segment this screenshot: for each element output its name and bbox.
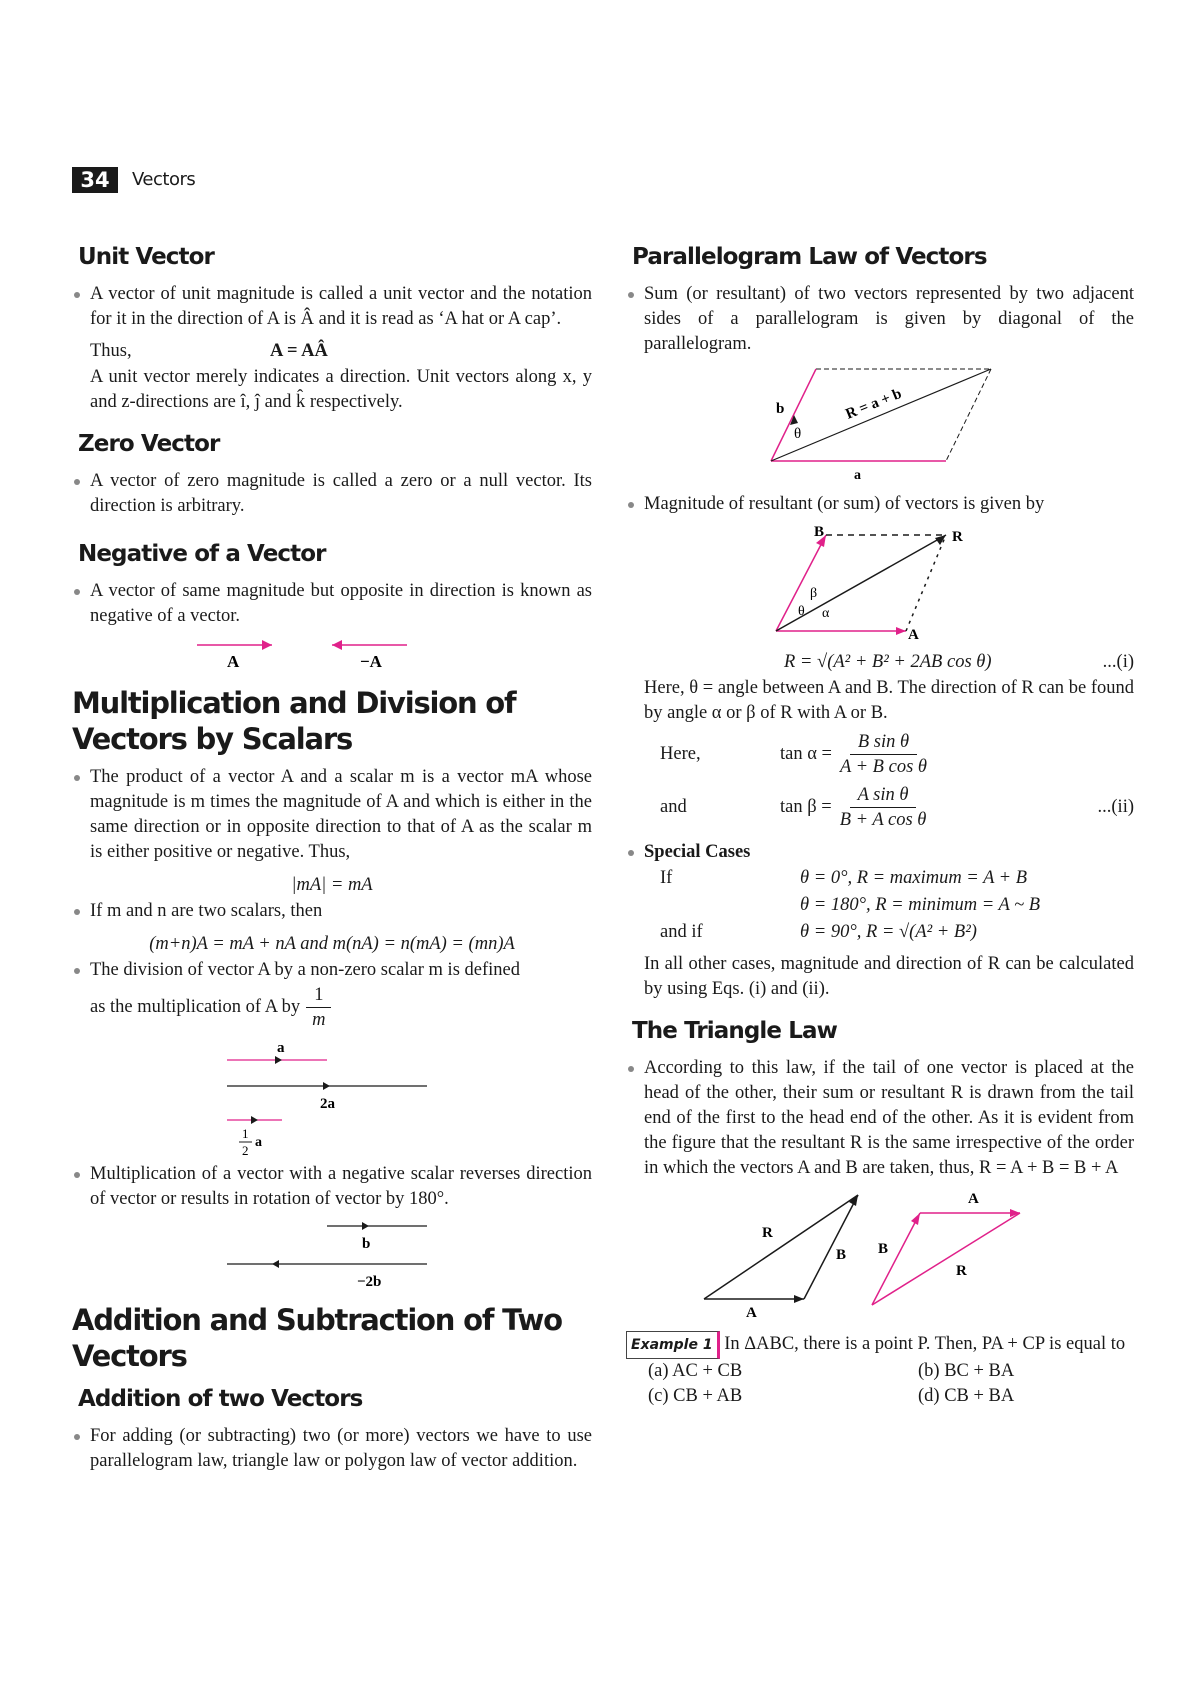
frac-num: 1 (306, 983, 331, 1008)
left-column (72, 240, 592, 1480)
eq-r: R = √(A² + B² + 2AB cos θ) (784, 652, 992, 672)
thus-label: Thus, (90, 341, 132, 361)
heading-addition-subtraction: Addition and Subtraction of Two Vectors (72, 1303, 562, 1373)
if-label: If (660, 868, 673, 888)
eq-num-ii: ...(ii) (1097, 797, 1134, 817)
heading-addition-two-vectors: Addition of two Vectors (78, 1382, 592, 1416)
triangle-law-bullet: According to this law, if the tail of one vector is placed at the head of the other, their sum or resultant R is drawn from the tail end of the first to the head end of the other. As it is evident from the figure that the resultant R is the same irrespective of the order in which the vectors A and B are taken, thus, R = A + B = B + A (626, 1056, 1134, 1181)
division-bullet (72, 958, 592, 1032)
fig2-A-label: A (908, 627, 919, 643)
fig-label-neg-a: −A (360, 652, 382, 671)
fig-label-a: A (227, 652, 240, 671)
resultant-figure (626, 523, 1134, 645)
unit-eq: A = AÂ (270, 341, 328, 361)
multiplication-bullet-2: If m and n are two scalars, then (72, 899, 592, 924)
tri2-a-label: A (968, 1191, 979, 1207)
special-case-3 (626, 919, 1134, 946)
other-cases-para: In all other cases, magnitude and direction of R can be calculated by using Eqs. (i) and (ii). (644, 954, 1134, 999)
example-question: In ΔABC, there is a point P. Then, PA + CP is equal to (724, 1334, 1126, 1354)
direction-para: Here, θ = angle between A and B. The direction of R can be found by angle α or β of R with A or B. (644, 678, 1134, 723)
page-number: 34 (72, 167, 118, 193)
one-over-m (304, 983, 333, 1032)
option-a: (a) AC + CB (648, 1361, 743, 1381)
option-d: (d) CB + BA (918, 1386, 1015, 1406)
fig-2a-label: 2a (320, 1096, 335, 1112)
unit-vector-bullet: A vector of unit magnitude is called a unit vector and the notation for it in the direction of A is Â and it is read as ‘A hat or A cap’. (72, 282, 592, 332)
fig2-theta-label: θ (798, 604, 805, 619)
option-c: (c) CB + AB (648, 1386, 743, 1406)
parallelogram-bullet-1: Sum (or resultant) of two vectors represented by two adjacent sides of a parallelogram is given by diagonal of the parallelogram. (626, 282, 1134, 357)
parallelogram-figure (626, 363, 1134, 488)
special-case-1 (626, 865, 1134, 892)
special-case-3-text: θ = 90°, R = √(A² + B²) (800, 922, 977, 942)
and-label: and (660, 797, 687, 817)
resultant-equation (626, 649, 1134, 676)
tri1-a-label: A (746, 1305, 757, 1317)
special-case-2 (626, 892, 1134, 919)
tan-alpha-lhs: tan α = (780, 744, 832, 764)
tan-beta-den: B + A cos θ (839, 810, 927, 830)
fig2-B-label: B (814, 524, 825, 540)
special-case-1-text: θ = 0°, R = maximum = A + B (800, 868, 1028, 888)
tan-alpha-frac (832, 730, 935, 779)
zero-vector-bullet: A vector of zero magnitude is called a zero or a null vector. Its direction is arbitrary. (72, 469, 592, 519)
frac-den: m (312, 1010, 326, 1030)
tri2-b-label: B (878, 1241, 889, 1257)
fig-neg2b-label: −2b (357, 1274, 382, 1290)
tri2-r-label: R (956, 1263, 967, 1279)
fig-half-den: 2 (242, 1143, 249, 1158)
fig2-beta-label: β (810, 586, 818, 601)
scalar-multiples-figure (72, 1038, 592, 1158)
here-label: Here, (660, 744, 701, 764)
and-if-label: and if (660, 922, 703, 942)
addition-bullet: For adding (or subtracting) two (or more) vectors we have to use parallelogram law, triangle law or polygon law of vector addition. (72, 1424, 592, 1474)
tan-beta-num: A sin θ (850, 783, 917, 808)
special-case-2-text: θ = 180°, R = minimum = A ~ B (800, 895, 1041, 915)
parallelogram-bullet-2: Magnitude of resultant (or sum) of vectors is given by (626, 492, 1134, 517)
triangle-law-figure (626, 1187, 1134, 1317)
heading-unit-vector: Unit Vector (78, 240, 592, 274)
tri1-r-label: R (762, 1225, 773, 1241)
fig-b-label: b (362, 1236, 371, 1252)
example-badge: Example 1 (626, 1331, 720, 1359)
fig2-alpha-label: α (822, 606, 830, 621)
distributive-equation: (m+n)A = mA + nA and m(nA) = n(mA) = (mn)A (149, 934, 515, 954)
multiplication-bullet-1: The product of a vector A and a scalar m is a vector mA whose magnitude is m times the magnitude of A and which is either in the same direction or in opposite direction to that of A as the scalar m is either positive or negative. Thus, (72, 765, 592, 865)
fig-half-num: 1 (242, 1126, 249, 1141)
fig1-r-label: R = a + b (843, 385, 904, 423)
negative-vector-figure (72, 635, 592, 673)
eq-num-i: ...(i) (1102, 652, 1134, 672)
example-1 (626, 1331, 1134, 1359)
negative-vector-bullet: A vector of same magnitude but opposite in direction is known as negative of a vector. (72, 579, 592, 629)
unit-vector-para: A unit vector merely indicates a direction. Unit vectors along x, y and z-directions are î, ĵ and k̂ respectively. (90, 367, 592, 412)
division-text-2: as the multiplication of A by (90, 997, 301, 1017)
unit-vector-equation (72, 338, 592, 365)
fig-half-a: a (255, 1135, 262, 1150)
fig1-a-label: a (854, 468, 861, 483)
negative-scalar-bullet: Multiplication of a vector with a negative scalar reverses direction of vector or results in rotation of vector by 180°. (72, 1162, 592, 1212)
tan-beta-line (626, 783, 1134, 832)
tri1-b-label: B (836, 1247, 847, 1263)
heading-negative-vector: Negative of a Vector (78, 537, 592, 571)
fig2-R-label: R (952, 529, 963, 545)
negative-scalar-figure (72, 1218, 592, 1290)
tan-alpha-num: B sin θ (850, 730, 917, 755)
tan-alpha-line (626, 730, 1134, 779)
heading-multiplication: Multiplication and Division of Vectors by Scalars (72, 686, 516, 756)
division-text: The division of vector A by a non-zero scalar m is defined (90, 960, 520, 980)
heading-triangle-law: The Triangle Law (632, 1014, 1134, 1048)
fig1-b-label: b (776, 401, 785, 417)
chapter-title: Vectors (132, 169, 196, 190)
heading-zero-vector: Zero Vector (78, 427, 592, 461)
special-cases-heading: Special Cases (626, 840, 1134, 865)
tan-beta-lhs: tan β = (780, 797, 832, 817)
right-column (626, 240, 1134, 1409)
tan-beta-frac (832, 783, 935, 832)
option-b: (b) BC + BA (918, 1361, 1015, 1381)
tan-alpha-den: A + B cos θ (839, 757, 927, 777)
fig1-theta-label: θ (794, 426, 802, 442)
magnitude-equation: |mA| = mA (291, 875, 373, 895)
fig-a-label: a (277, 1040, 285, 1056)
example-options (626, 1359, 1134, 1409)
heading-parallelogram-law: Parallelogram Law of Vectors (632, 240, 1134, 274)
